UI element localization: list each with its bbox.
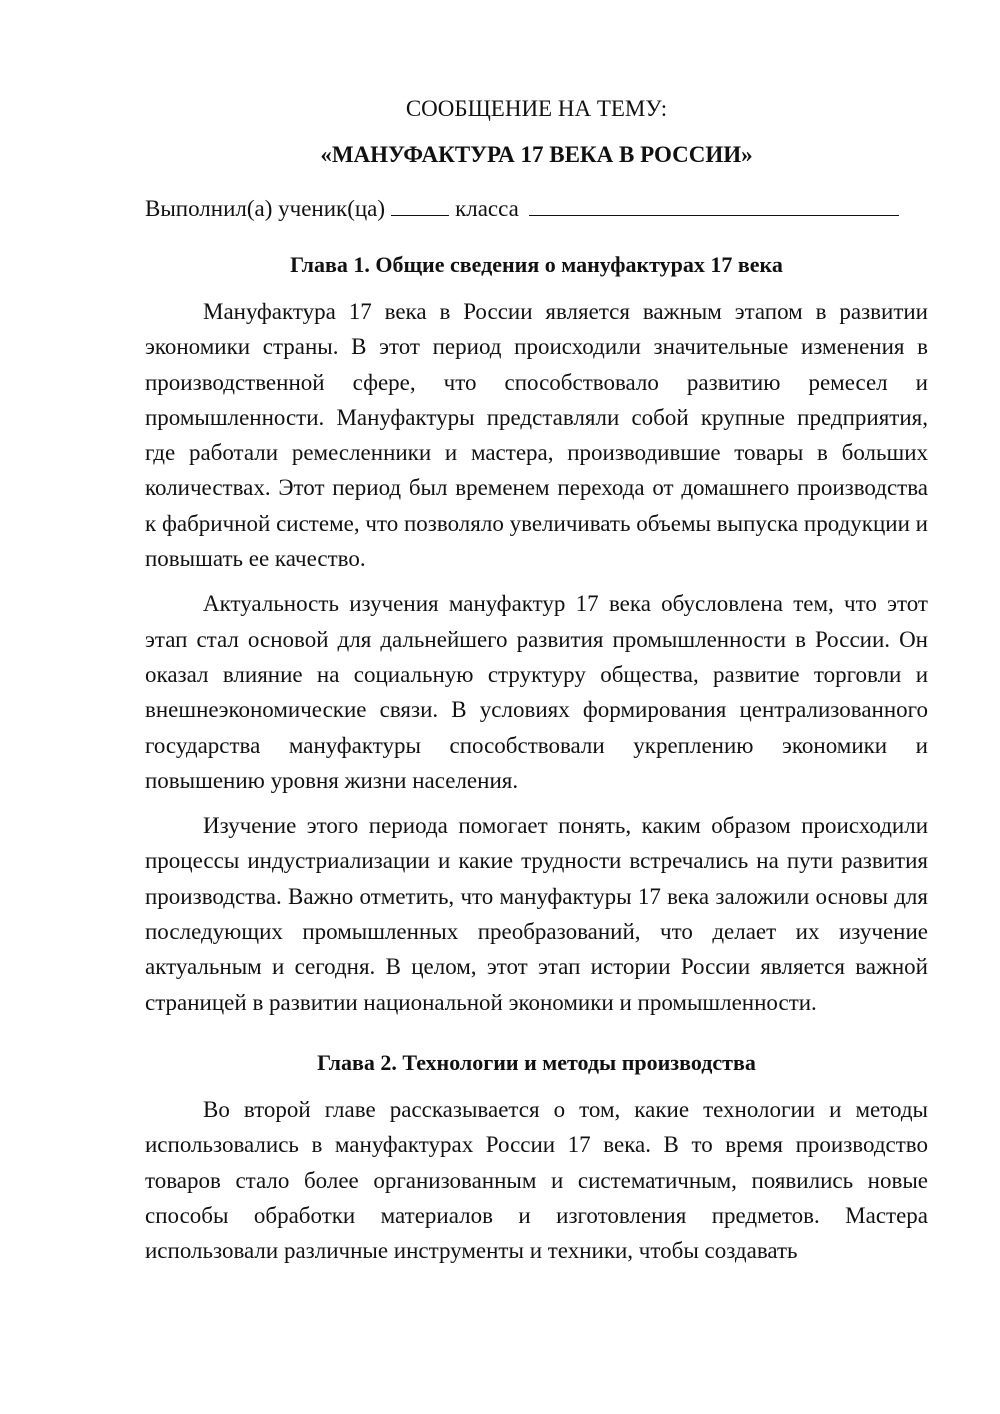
chapter-1-title: Глава 1. Общие сведения о мануфактурах 17 века — [290, 252, 783, 277]
document-page — [145, 92, 928, 1268]
chapter-2-title: Глава 2. Технологии и методы производства — [317, 1049, 756, 1075]
name-blank-line — [529, 193, 899, 216]
chapter-2-paragraph: Во второй главе рассказывается о том, какие технологии и методы использовались в мануфактурах России 17 века. В то время производство товаров стало более организованным и систематичным, появились новые способы обработки материалов и изготовления предметов. Мастера использовали различные инструменты и техники, чтобы создавать — [145, 1096, 928, 1264]
class-label: класса — [455, 196, 519, 221]
chapter-1-paragraph: Изучение этого периода помогает понять, каким образом происходили процессы индустриализации и какие трудности встречались на пути развития производства. Важно отметить, что мануфактуры 17 века заложили основы для последующих промышленных преобразований, что делает их изучение актуальным и сегодня. В целом, этот этап истории России является важной страницей в развитии национальной экономики и промышленности. — [145, 813, 928, 1015]
message-label: СООБЩЕНИЕ НА ТЕМУ: — [405, 96, 668, 121]
performed-by-label: Выполнил(а) ученик(ца) — [145, 196, 386, 221]
chapter-1-paragraph: Мануфактура 17 века в России является важным этапом в развитии экономики страны. В этот период происходили значительные изменения в производственной сфере, что способствовало развитию ремесел и промышленности. Мануфактуры представляли собой крупные предприятия, где работали ремесленники и мастера, производившие товары в больших количествах. Этот период был временем перехода от домашнего производства к фабричной системе, что позволяло увеличивать объемы выпуска продукции и повышать ее качество. — [145, 299, 928, 572]
grade-blank-line — [391, 193, 449, 216]
topic-title: «МАНУФАКТУРА 17 ВЕКА В РОССИИ» — [320, 142, 753, 167]
chapter-1-paragraph: Актуальность изучения мануфактур 17 века обусловлена тем, что этот этап стал основой для дальнейшего развития промышленности в России. Он оказал влияние на социальную структуру общества, развитие торговли и внешнеэкономические связи. В условиях формирования централизованного государства мануфактуры способствовали укреплению экономики и повышению уровня жизни населения. — [145, 591, 928, 793]
author-line — [145, 192, 928, 226]
